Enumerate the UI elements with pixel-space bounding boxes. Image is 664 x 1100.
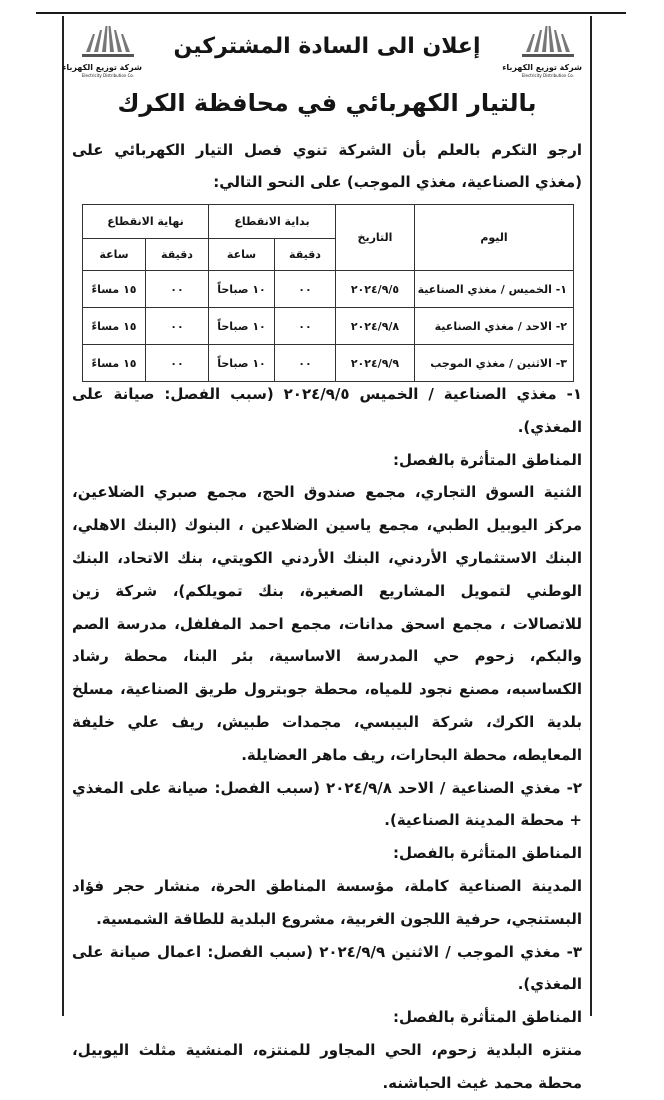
company-logo-left [62, 24, 142, 90]
logo-company-name-en: Electricity Distribution Co. [81, 73, 135, 78]
cell-date: ٢٠٢٤/٩/٨ [336, 308, 415, 345]
section-3-areas-label: المناطق المتأثرة بالفصل: [393, 1008, 582, 1027]
sunburst-logo-icon [518, 24, 578, 62]
cell-start-minute: ٠٠ [275, 345, 336, 382]
section-3-heading: ٣- مغذي الموجب / الاثنين ٢٠٢٤/٩/٩ (سبب الفصل: اعمال صيانة على المغذي). [72, 942, 582, 994]
subheader-start-hour: ساعة [209, 239, 275, 271]
cell-end-hour: ١٥ مساءً [83, 308, 146, 345]
top-rule [36, 12, 626, 14]
cell-date: ٢٠٢٤/٩/٩ [336, 345, 415, 382]
section-1-areas-label: المناطق المتأثرة بالفصل: [393, 450, 582, 469]
table-row [83, 308, 574, 345]
cell-end-minute: ٠٠ [146, 345, 209, 382]
cell-start-hour: ١٠ صباحاً [209, 308, 275, 345]
intro-paragraph: ارجو التكرم بالعلم بأن الشركة تنوي فصل التيار الكهربائي على (مغذي الصناعية، مغذي الموجب) على النحو التالي: [72, 141, 582, 191]
cell-date: ٢٠٢٤/٩/٥ [336, 271, 415, 308]
header-date: التاريخ [336, 205, 415, 271]
cell-start-minute: ٠٠ [275, 308, 336, 345]
announcement-subtitle: بالتيار الكهربائي في محافظة الكرك [117, 89, 537, 117]
cell-end-minute: ٠٠ [146, 308, 209, 345]
cell-end-hour: ١٥ مساءً [83, 345, 146, 382]
table-header-row [83, 205, 574, 239]
company-logo-right [502, 24, 582, 90]
logo-company-name-ar: شركة توزيع الكهرباء [62, 63, 142, 72]
cell-day: ٣- الاثنين / مغذي الموجب [415, 345, 574, 382]
logo-company-name-ar: شركة توزيع الكهرباء [502, 63, 582, 72]
announcement-title: إعلان الى السادة المشتركين [173, 34, 481, 59]
header-day: اليوم [415, 205, 574, 271]
cell-end-minute: ٠٠ [146, 271, 209, 308]
section-1-areas: الثنية السوق التجاري، مجمع صندوق الحج، مجمع صبري الضلاعين، مركز اليوبيل الطبي، مجمع ياسين الضلاعين ، البنوك (البنك الاهلي، البنك الاستثماري الأردني، البنك الأردني الكويتي، بنك الاتحاد، البنك الوطني لتمويل المشاريع الصغيرة، بنك تمويلكم)، شركة زين للاتصالات ، مجمع اسحق مدانات، مجمع احمد المفلفل، مدرسة الصم والبكم، زحوم حي المدرسة الاساسية، بئر البنا، محطة رشاد الكساسبه، مصنع نجود للمياه، محطة جوبترول طريق الصناعية، مسلخ بلدية الكرك، شركة البيبسي، مجمدات طبيش، ريف علي خليفة المعايطه، محطة البحارات، ريف ماهر العضايلة. [72, 483, 582, 764]
table-row [83, 345, 574, 382]
header-start: بداية الانقطاع [209, 205, 336, 239]
cell-day: ٢- الاحد / مغذي الصناعية [415, 308, 574, 345]
cell-start-minute: ٠٠ [275, 271, 336, 308]
header-end: نهاية الانقطاع [83, 205, 209, 239]
cell-start-hour: ١٠ صباحاً [209, 271, 275, 308]
logo-company-name-en: Electricity Distribution Co. [521, 73, 575, 78]
section-2-areas: المدينة الصناعية كاملة، مؤسسة المناطق الحرة، منشار حجر فؤاد البستنجي، حرفية اللجون الغربية، مشروع البلدية للطاقة الشمسية. [72, 876, 582, 928]
section-2-heading: ٢- مغذي الصناعية / الاحد ٢٠٢٤/٩/٨ (سبب الفصل: صيانة على المغذي + محطة المدينة الصناعية). [72, 778, 582, 830]
table-row [83, 271, 574, 308]
cell-start-hour: ١٠ صباحاً [209, 345, 275, 382]
outage-schedule-table [82, 204, 574, 382]
subheader-start-minute: دقيقة [275, 239, 336, 271]
section-1-heading: ١- مغذي الصناعية / الخميس ٢٠٢٤/٩/٥ (سبب الفصل: صيانة على المغذي). [72, 385, 582, 436]
subheader-end-hour: ساعة [83, 239, 146, 271]
announcement-frame [62, 16, 592, 1092]
subheader-end-minute: دقيقة [146, 239, 209, 271]
section-3-areas: منتزه البلدية زحوم، الحي المجاور للمنتزه، المنشية مثلث اليوبيل، محطة محمد غيث الحباشنه. [72, 1040, 582, 1092]
cell-end-hour: ١٥ مساءً [83, 271, 146, 308]
cell-day: ١- الخميس / مغذي الصناعية [415, 271, 574, 308]
section-2-areas-label: المناطق المتأثرة بالفصل: [393, 844, 582, 863]
sunburst-logo-icon [78, 24, 138, 62]
announcement-body [72, 378, 582, 1100]
